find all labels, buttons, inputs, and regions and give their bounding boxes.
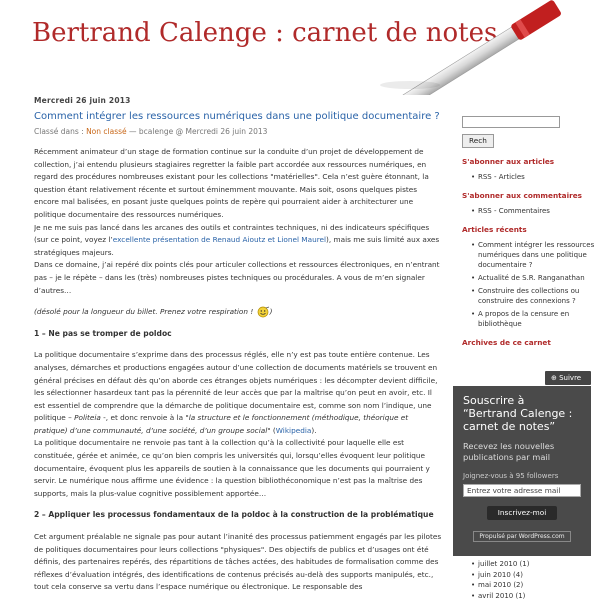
recent-posts-title: Articles récents xyxy=(462,224,527,234)
presentation-link[interactable]: excellente présentation de Renaud Aioutz et Lionel Maurel xyxy=(112,235,327,245)
archive-item[interactable]: • juillet 2010 (1) xyxy=(462,559,600,570)
rss-comments-link[interactable]: • RSS - Commentaires xyxy=(462,206,600,216)
rss-articles-title: S'abonner aux articles xyxy=(462,156,555,166)
post-meta xyxy=(34,127,444,136)
recent-post-item[interactable]: • Actualité de S.R. Ranganathan xyxy=(462,273,600,283)
date-header: Mercredi 26 juin 2013 xyxy=(34,96,131,105)
follow-button[interactable] xyxy=(545,371,591,385)
follow-title: Souscrire à “Bertrand Calenge : carnet de notes” xyxy=(463,394,573,433)
recent-posts-list xyxy=(462,240,600,329)
plus-icon: ⊕ xyxy=(551,374,557,382)
s1-italic-2: "la structure et le fonctionnement (méthodique, théorique et pratique) d’une communauté, d’une société, d’un groupe social" xyxy=(34,413,409,435)
search-button[interactable]: Rech xyxy=(462,134,494,148)
apology-text: (désolé pour la longueur du billet. Prenez votre respiration ! xyxy=(34,307,254,317)
s1-text-c: ( xyxy=(270,425,276,435)
smiley-icon xyxy=(256,306,270,318)
meta-suffix: — bcalenge @ Mercredi 26 juin 2013 xyxy=(129,127,268,136)
follow-label: Suivre xyxy=(559,374,582,382)
wikipedia-link[interactable]: Wikipedia xyxy=(275,425,312,435)
main-content xyxy=(34,96,444,600)
rss-comments-title: S'abonner aux commentaires xyxy=(462,190,582,200)
s1-text-b: -, et donc renvoie à la xyxy=(100,413,186,423)
archives-title: Archives de ce carnet xyxy=(462,337,551,347)
follow-panel xyxy=(453,386,591,556)
rss-articles-link[interactable]: • RSS - Articles xyxy=(462,172,600,182)
section-1-paragraph-2: La politique documentaire ne renvoie pas tant à la collection qu’à la collectivité pour laquelle elle est constituée, gérée et animée, ce qu’on bien compris les universités qui, lorsqu’elles évoquent leur politique documentaire, évoquent plus les appareils de soutien à la connaissance que les documents qui pourraient y servir. Le numérique nous affirme une évidence : la question bibliothéconomique n’est pas la maîtrise des supports, mais la plus-value cognitive possiblement apportée… xyxy=(34,438,430,498)
search-input[interactable] xyxy=(462,116,560,128)
section-heading-1: 1 – Ne pas se tromper de poldoc xyxy=(34,328,172,338)
archive-item[interactable]: • mai 2010 (2) xyxy=(462,580,600,591)
s1-italic-1: Politeia xyxy=(74,413,101,423)
intro-paragraph-3: Dans ce domaine, j’ai repéré dix points clés pour articuler collections et ressources électroniques, en n’entrant pas – je le répète – dans les (très) nombreuses pistes techniques ou procédurales. A vous de m’en signaler d’autres… xyxy=(34,260,440,295)
recent-post-item[interactable]: • Comment intégrer les ressources numériques dans une politique documentaire ? xyxy=(462,240,600,270)
apology-end: ) xyxy=(269,307,273,317)
post-title[interactable]: Comment intégrer les ressources numériques dans une politique documentaire ? xyxy=(34,111,440,122)
s1-text-d: ). xyxy=(311,425,317,435)
powered-by-link[interactable]: Propulsé par WordPress.com xyxy=(473,531,571,542)
meta-prefix: Classé dans : xyxy=(34,127,84,136)
intro-2-text-a: Je ne me suis pas lancé dans les arcanes des outils et contraintes techniques, ni des indicateurs spécifiques (sur ce point, voyez l’ xyxy=(34,222,430,245)
archive-list xyxy=(462,559,600,600)
apology-line xyxy=(34,306,444,319)
recent-post-item[interactable]: • Construire des collections ou construire des connexions ? xyxy=(462,286,600,306)
intro-paragraph-1: Récemment animateur d’un stage de formation continue sur la conduite d’un projet de développement de collection, j’ai entendu plusieurs stagiaires regretter la faible part accordée aux ressources numériques, en regard des procédures nombreuses existant pour les collections "matérielles". Cela n’est guère étonnant, la question étant relativement récente et surtout éminemment mouvante. Mais soit, osons quelques pistes encore mal balisées, en posant juste quelques points de repère qui pourraient aider à architecturer une politique documentaire des ressources numériques. xyxy=(34,147,429,219)
follow-description: Recevez les nouvelles publications par mail xyxy=(463,441,555,462)
archive-item[interactable]: • avril 2010 (1) xyxy=(462,591,600,600)
email-input[interactable]: Entrez votre adresse mail xyxy=(463,484,581,497)
subscribe-button[interactable]: Inscrivez-moi xyxy=(487,506,557,520)
follower-count: Joignez-vous à 95 followers xyxy=(463,472,559,480)
intro-paragraph-2 xyxy=(34,222,444,260)
section-2-paragraph-1: Cet argument préalable ne signale pas pour autant l’inanité des processus patiemment engagés par les pilotes de politiques documentaires pour leurs collections "physiques". Des objectifs de publics et d’usages ont été définis, des partenaires repérés, des répartitions de tâches actées, des habitudes de formalisation comme des réflexes d’évaluation intégrés, des identifications de contenus précisés au-delà des supports manipulés, etc., tout cela conserve sa vertu dans l’espace numérique ou électronique. Le responsable des xyxy=(34,532,442,592)
rss-comments-list xyxy=(462,206,600,216)
intro-2-text-b: ), mais me suis limité aux axes stratégiques majeurs. xyxy=(34,235,440,257)
section-1-paragraph-1 xyxy=(34,349,444,437)
category-link[interactable]: Non classé xyxy=(86,127,127,136)
post-body xyxy=(34,146,444,594)
pen-illustration xyxy=(370,0,600,95)
search-widget xyxy=(462,116,600,148)
blog-title[interactable]: Bertrand Calenge : carnet de notes xyxy=(32,18,498,48)
archive-item[interactable]: • juin 2010 (4) xyxy=(462,570,600,581)
s1-text-a: La politique documentaire s’exprime dans des processus réglés, elle n’y est pas toute entière contenue. Les analyses, démarches et productions engagées autour d’une collection de documents matériels se trouvent en général précises en défaut dès qu’on aborde ces étranges objets numériques : les décompter devient difficile, les sélectionner hasardeux tant pas la pérennité de leur accès que par la maîtrise qu’on peut en avoir, etc. Il est essentiel de comprendre que la démarche de politique documentaire est, comme son nom l’indique, une politique – xyxy=(34,350,438,423)
recent-post-item[interactable]: • A propos de la censure en bibliothèque xyxy=(462,309,600,329)
site-header xyxy=(0,0,600,95)
rss-articles-list xyxy=(462,172,600,182)
section-heading-2: 2 – Appliquer les processus fondamentaux de la poldoc à la construction de la problématique xyxy=(34,510,434,520)
